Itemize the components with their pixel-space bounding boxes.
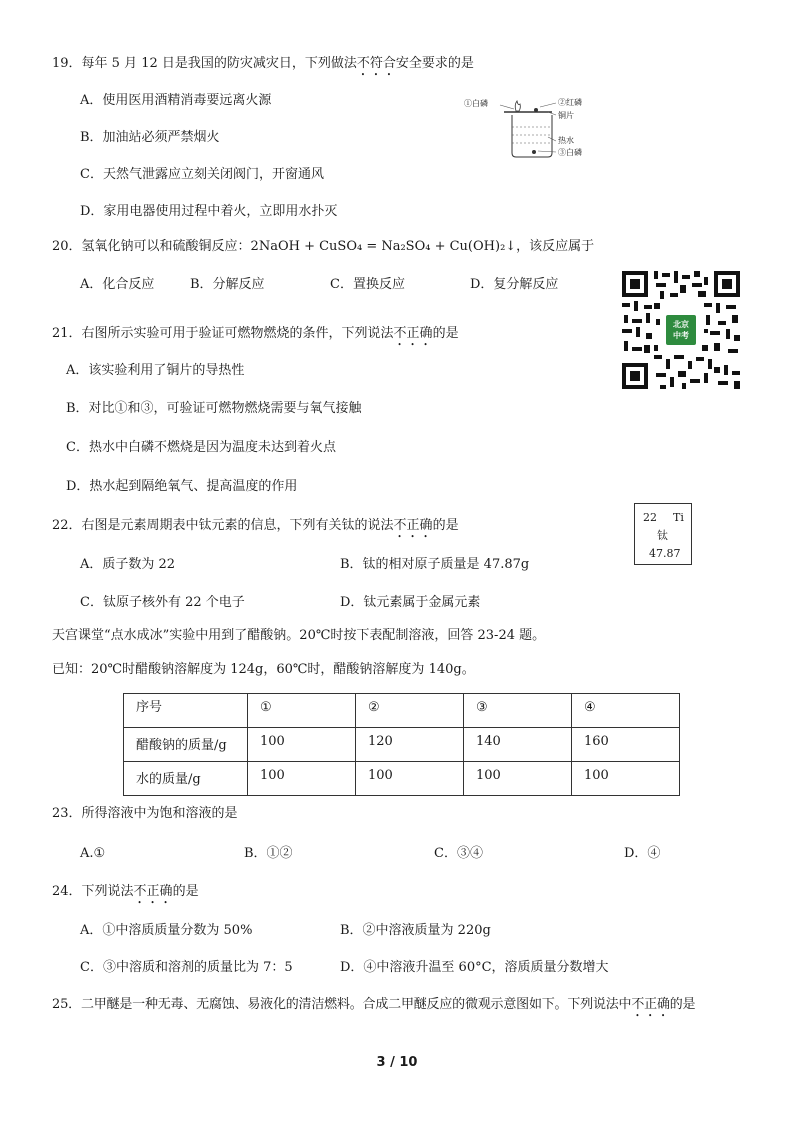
q19-option-b: B．加油站必须严禁烟火 [80,130,220,145]
page-number: 3 / 10 [376,1055,418,1070]
beaker-label-hot-water: 热水 [558,136,574,145]
beaker-label-white-p3: ③白磷 [558,148,582,157]
q20-option-d: D．复分解反应 [470,277,559,292]
table-row [124,728,680,762]
q19-stem: 19．每年 5 月 12 日是我国的防灾减灾日，下列做法不符合安全要求的是 [52,56,474,71]
periodic-element-box [634,503,692,565]
q20-option-c: C．置换反应 [330,277,405,292]
intro-line2: 已知：20℃时醋酸钠溶解度为 124g，60℃时，醋酸钠溶解度为 140g。 [52,662,475,677]
solution-table [123,693,680,796]
element-mass: 47.87 [649,547,681,560]
q24-option-b: B．②中溶液质量为 220g [340,923,491,938]
table-cell: 醋酸钠的质量/g [124,728,248,762]
q23-option-b: B．①② [244,846,293,861]
q23-stem: 23．所得溶液中为饱和溶液的是 [52,806,238,821]
beaker-label-red-p: ②红磷 [558,98,582,107]
beaker-label-white-p1: ①白磷 [464,99,488,108]
q22-option-c: C．钛原子核外有 22 个电子 [80,595,245,610]
table-cell: ② [356,694,464,728]
q24-option-c: C．③中溶质和溶剂的质量比为 7：5 [80,960,293,975]
q21-option-c: C．热水中白磷不燃烧是因为温度未达到着火点 [66,440,336,455]
table-cell: 水的质量/g [124,762,248,796]
q25-stem: 25．二甲醚是一种无毒、无腐蚀、易液化的清洁燃料。合成二甲醚反应的微观示意图如下。下列说法中不正确的是 [52,997,696,1012]
element-number: 22 [643,511,657,524]
q21-emphasis: 不正确 [393,326,433,341]
table-cell: 序号 [124,694,248,728]
table-cell: 140 [464,728,572,762]
q24-emphasis: 不正确 [133,884,173,899]
table-cell: ③ [464,694,572,728]
q19-emphasis: 不符合 [356,56,396,71]
q23-option-d: D．④ [624,846,661,861]
element-name: 钛 [657,529,668,542]
table-cell: 100 [572,762,680,796]
q20-option-a: A．化合反应 [80,277,155,292]
beaker-label-copper: 铜片 [558,111,574,120]
table-cell: 160 [572,728,680,762]
q21-stem: 21．右图所示实验可用于验证可燃物燃烧的条件，下列说法不正确的是 [52,326,459,341]
table-row [124,762,680,796]
qr-badge-line2: 中考 [673,331,689,340]
table-row [124,694,680,728]
q22-option-a: A．质子数为 22 [80,557,176,572]
q20-option-b: B．分解反应 [190,277,265,292]
q24-option-d: D．④中溶液升温至 60°C，溶质质量分数增大 [340,960,609,975]
q19-option-d: D．家用电器使用过程中着火，立即用水扑灭 [80,204,338,219]
qr-badge [664,313,698,347]
q21-option-d: D．热水起到隔绝氧气、提高温度的作用 [66,479,298,494]
qr-badge-line1: 北京 [673,320,689,329]
element-symbol: Ti [673,511,684,524]
table-cell: 120 [356,728,464,762]
q25-emphasis: 不正确 [631,997,670,1012]
q23-option-a: A.① [80,846,106,861]
q21-option-a: A．该实验利用了铜片的导热性 [66,363,245,378]
beaker-figure [464,93,594,163]
q21-option-b: B．对比①和③，可验证可燃物燃烧需要与氧气接触 [66,401,362,416]
q24-option-a: A．①中溶质质量分数为 50% [80,923,253,938]
q24-stem: 24．下列说法不正确的是 [52,884,199,899]
q22-emphasis: 不正确 [393,518,433,533]
q20-stem: 20．氢氧化钠可以和硫酸铜反应：2NaOH + CuSO₄ = Na₂SO₄ + Cu(OH)₂↓，该反应属于 [52,239,595,254]
q23-option-c: C．③④ [434,846,483,861]
table-cell: 100 [464,762,572,796]
q19-option-a: A．使用医用酒精消毒要远离火源 [80,93,272,108]
q22-option-b: B．钛的相对原子质量是 47.87g [340,557,530,572]
q19-option-c: C．天然气泄露应立刻关闭阀门，开窗通风 [80,167,324,182]
table-cell: 100 [248,762,356,796]
qr-code[interactable] [620,269,742,391]
table-cell: 100 [356,762,464,796]
table-cell: ④ [572,694,680,728]
q22-option-d: D．钛元素属于金属元素 [340,595,481,610]
q22-stem: 22．右图是元素周期表中钛元素的信息，下列有关钛的说法不正确的是 [52,518,459,533]
table-cell: ① [248,694,356,728]
table-cell: 100 [248,728,356,762]
intro-line1: 天宫课堂“点水成冰”实验中用到了醋酸钠。20℃时按下表配制溶液，回答 23-24 题。 [52,628,546,643]
